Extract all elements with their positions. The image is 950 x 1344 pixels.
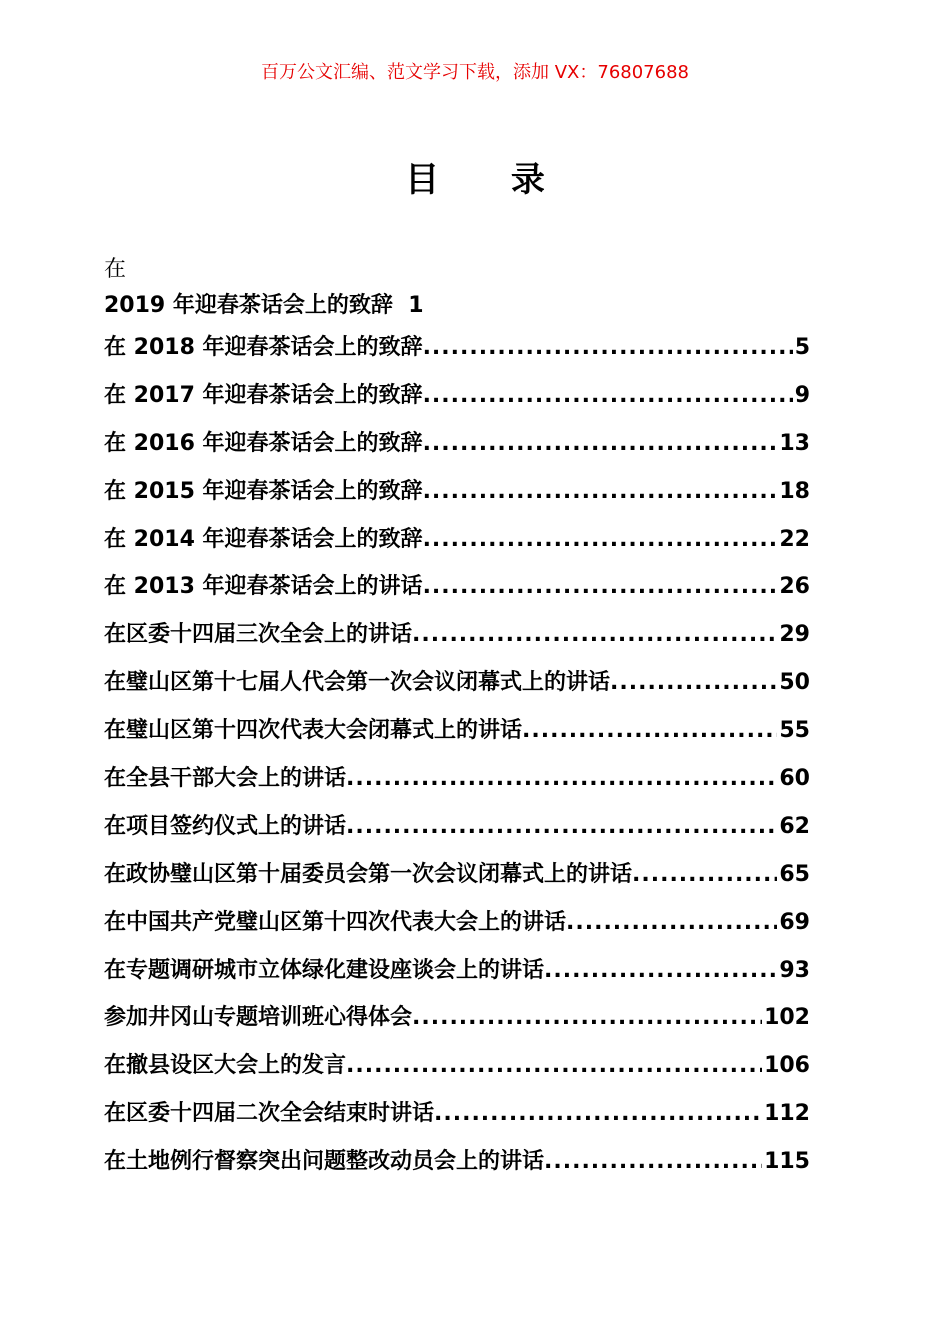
toc-entry[interactable] [104,713,810,761]
toc-entry-title: 在 2013 年迎春茶话会上的讲话 [104,574,423,600]
toc-entry-page: 9 [794,382,810,408]
toc-entry-page: 1 [408,293,424,318]
toc-entry[interactable] [104,569,810,617]
toc-leader-dots [632,862,777,887]
toc-entry-page: 62 [779,813,810,839]
toc-entry[interactable] [104,761,810,809]
toc-entry-page: 112 [764,1101,810,1127]
toc-leader-dots [423,527,778,552]
toc-leader-dots [434,1101,762,1126]
toc-entry-page: 106 [764,1053,810,1079]
toc-entry-title: 在璧山区第十四次代表大会闭幕式上的讲话 [104,718,523,744]
toc-leader-dots [423,431,778,456]
toc-entry-page: 69 [779,909,810,935]
toc-entry-title: 参加井冈山专题培训班心得体会 [104,1005,413,1031]
toc-leader-dots [346,814,777,839]
toc-entry-title: 在璧山区第十七届人代会第一次会议闭幕式上的讲话 [104,670,611,696]
toc-entry[interactable] [104,522,810,570]
toc-leader-dots [610,670,777,695]
toc-entry-page: 18 [779,478,810,504]
toc-entry-page: 60 [779,766,810,792]
toc-leader-dots [522,718,777,743]
toc-entry[interactable] [104,905,810,953]
toc-entry-title: 在 2016 年迎春茶话会上的致辞 [104,430,423,456]
toc-entry-page: 93 [779,957,810,983]
toc-leader-dots [346,766,777,791]
toc-entry-page: 55 [779,718,810,744]
toc-entry-first[interactable] [104,252,424,324]
toc-entry[interactable] [104,617,810,665]
toc-entry[interactable] [104,426,810,474]
table-of-contents [104,330,810,1192]
toc-entry[interactable] [104,1144,810,1192]
toc-leader-dots [544,1149,762,1174]
toc-entry-page: 29 [779,622,810,648]
toc-leader-dots [412,622,777,647]
toc-entry[interactable] [104,378,810,426]
toc-entry-page: 102 [764,1005,810,1031]
toc-entry-title: 在政协璧山区第十届委员会第一次会议闭幕式上的讲话 [104,861,633,887]
toc-entry[interactable] [104,953,810,1001]
toc-entry[interactable] [104,330,810,378]
toc-leader-dots [346,1053,762,1078]
toc-leader-dots [423,383,793,408]
toc-entry-title: 在专题调研城市立体绿化建设座谈会上的讲话 [104,957,545,983]
toc-entry[interactable] [104,809,810,857]
toc-entry-page: 13 [779,430,810,456]
toc-leader-dots [423,574,778,599]
toc-entry[interactable] [104,1048,810,1096]
toc-entry-title: 在区委十四届二次全会结束时讲话 [104,1101,435,1127]
header-watermark-note: 百万公文汇编、范文学习下载，添加 VX：76807688 [261,62,689,83]
toc-entry-prefix: 在 [104,257,127,282]
toc-entry[interactable] [104,1096,810,1144]
toc-entry-title: 在项目签约仪式上的讲话 [104,813,347,839]
toc-entry-page: 50 [779,670,810,696]
toc-entry-title: 在 2015 年迎春茶话会上的致辞 [104,478,423,504]
toc-leader-dots [412,1005,762,1030]
toc-entry-title: 在全县干部大会上的讲话 [104,766,347,792]
toc-entry-page: 115 [764,1149,810,1175]
toc-entry-title: 在 2018 年迎春茶话会上的致辞 [104,335,423,360]
toc-leader-dots [423,335,793,360]
toc-entry-title: 在中国共产党璧山区第十四次代表大会上的讲话 [104,909,567,935]
toc-entry-title: 在土地例行督察突出问题整改动员会上的讲话 [104,1149,545,1175]
toc-entry-page: 26 [779,574,810,600]
toc-entry[interactable] [104,857,810,905]
toc-entry[interactable] [104,665,810,713]
toc-entry-title: 在 2017 年迎春茶话会上的致辞 [104,382,423,408]
page-title: 目 录 [405,160,575,200]
toc-leader-dots [566,910,777,935]
toc-entry-page: 22 [779,526,810,552]
toc-leader-dots [423,479,778,504]
toc-entry[interactable] [104,1000,810,1048]
toc-entry-title: 在撤县设区大会上的发言 [104,1053,347,1079]
toc-entry-title: 在区委十四届三次全会上的讲话 [104,622,413,648]
toc-entry-page: 65 [779,861,810,887]
toc-entry[interactable] [104,474,810,522]
toc-entry-title: 2019 年迎春茶话会上的致辞 [104,293,393,318]
toc-leader-dots [544,958,777,983]
toc-entry-title: 在 2014 年迎春茶话会上的致辞 [104,526,423,552]
toc-entry-page: 5 [794,335,810,360]
